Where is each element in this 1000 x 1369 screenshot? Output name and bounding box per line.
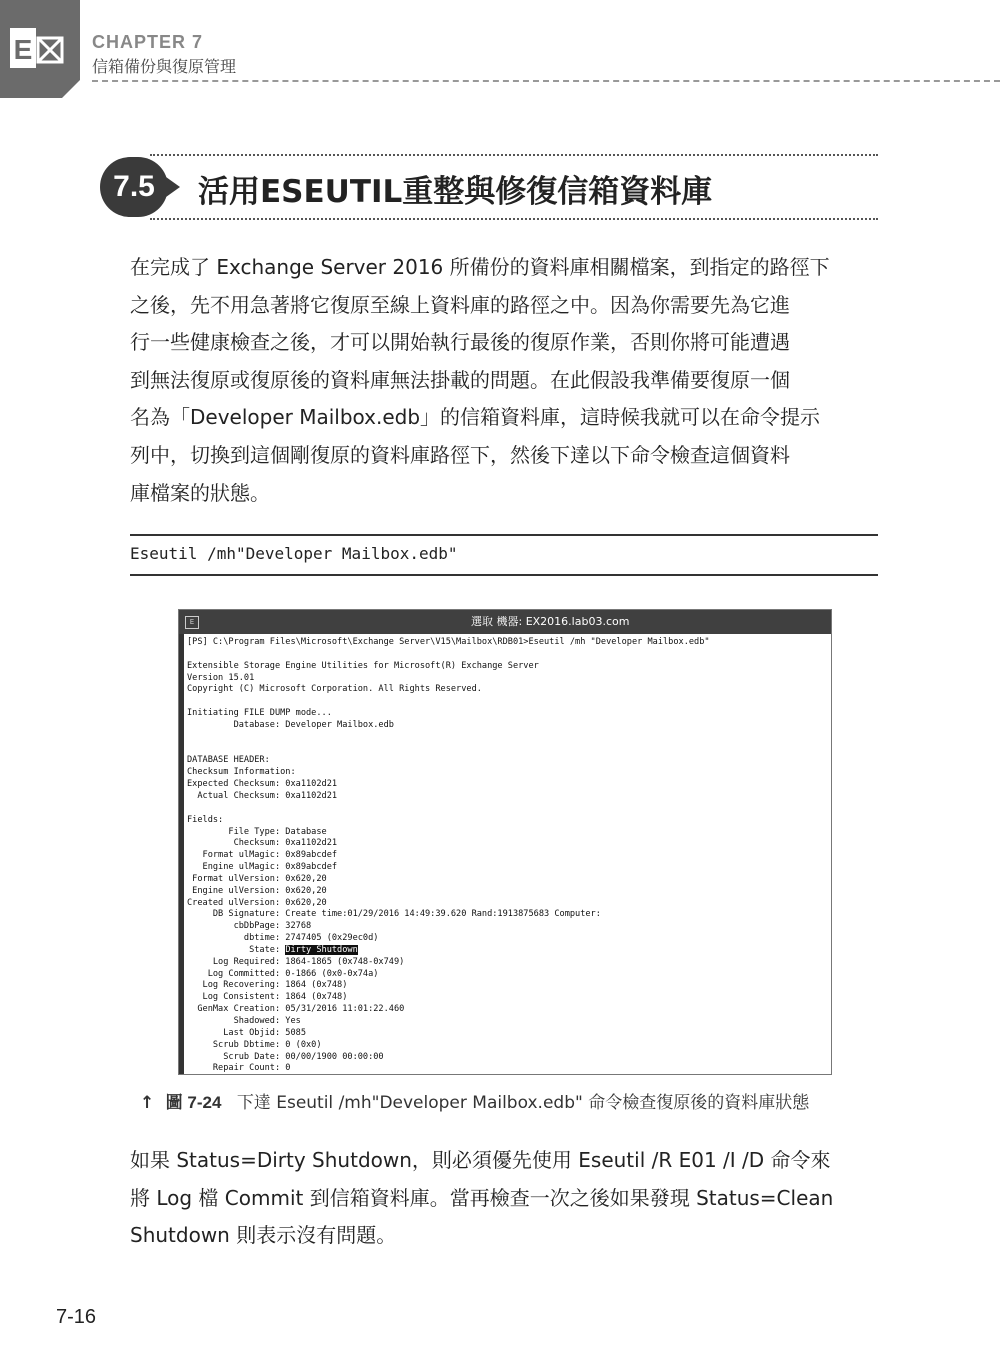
- section-rule-bottom: [150, 218, 878, 220]
- section-arrow-icon: [166, 177, 180, 197]
- intro-line: 庫檔案的狀態。: [130, 480, 270, 505]
- caption-arrow-icon: ↑: [140, 1093, 155, 1113]
- page-number: 7-16: [56, 1306, 97, 1328]
- console-line: Checksum Information:: [187, 767, 296, 778]
- figure-caption: [140, 1088, 809, 1113]
- console-line: Engine ulVersion: 0x620,20: [187, 885, 327, 896]
- figure-label: 圖 7-24: [165, 1093, 222, 1112]
- console-line: Log Committed: 0-1866 (0x0-0x74a): [187, 968, 379, 979]
- console-output: [187, 637, 827, 1075]
- console-line: [187, 696, 827, 708]
- console-line: Shadowed: Yes: [187, 1016, 301, 1026]
- intro-line: 在完成了 Exchange Server 2016 所備份的資料庫相關檔案，到指定的路徑下: [130, 255, 830, 279]
- console-line: Scrub Date: 00/00/1900 00:00:00: [187, 1051, 384, 1062]
- console-line: Actual Checksum: 0xa1102d21: [187, 790, 338, 801]
- outro-line: 如果 Status=Dirty Shutdown，則必須優先使用 Eseutil /R E01 /I /D 命令來: [130, 1148, 831, 1172]
- console-line: Engine ulMagic: 0x89abcdef: [187, 862, 338, 873]
- console-line: Database: Developer Mailbox.edb: [187, 719, 394, 730]
- console-line: Last Objid: 5085: [187, 1027, 306, 1038]
- console-line: Initiating FILE DUMP mode...: [187, 708, 332, 719]
- console-line: dbtime: 2747405 (0x29ec0d): [187, 933, 379, 944]
- console-line: [PS] C:\Program Files\Microsoft\Exchange Server\V15\Mailbox\RDB01>Eseutil /mh "Developer Mailbox.edb": [187, 637, 710, 647]
- console-line: Format ulVersion: 0x620,20: [187, 873, 327, 884]
- console-line: Expected Checksum: 0xa1102d21: [187, 779, 338, 790]
- console-line: Fields:: [187, 814, 224, 825]
- console-line: File Type: Database: [187, 826, 327, 837]
- console-line: Format ulMagic: 0x89abcdef: [187, 850, 338, 861]
- intro-line: 列中，切換到這個剛復原的資料庫路徑下，然後下達以下命令檢查這個資料: [130, 442, 790, 467]
- svg-text:E: E: [13, 34, 33, 65]
- console-line: DB Signature: Create time:01/29/2016 14:49:39.620 Rand:1913875683 Computer:: [187, 909, 601, 920]
- intro-line: 名為「Developer Mailbox.edb」的信箱資料庫，這時候我就可以在命令提示: [130, 405, 821, 430]
- console-line: [187, 732, 827, 744]
- state-highlight: Dirty Shutdown: [285, 944, 358, 955]
- console-line: State: Dirty Shutdown: [187, 944, 358, 955]
- outro-line: 將 Log 檔 Commit 到信箱資料庫。當再檢查一次之後如果發現 Status=Clean: [130, 1185, 834, 1210]
- console-line: Extensible Storage Engine Utilities for Microsoft(R) Exchange Server: [187, 660, 539, 671]
- intro-line: 到無法復原或復原後的資料庫無法掛載的問題。在此假設我準備要復原一個: [130, 367, 790, 392]
- code-rule-bottom: [130, 574, 878, 576]
- header-divider: [92, 80, 1000, 82]
- console-line: GenMax Creation: 05/31/2016 11:01:22.460: [187, 1004, 405, 1015]
- chapter-label: CHAPTER 7: [92, 32, 204, 52]
- console-line: Log Recovering: 1864 (0x748): [187, 980, 348, 991]
- console-line: [187, 803, 827, 815]
- console-title: 選取 機器: EX2016.lab03.com: [471, 615, 630, 628]
- console-window-icon: E: [185, 616, 199, 629]
- console-line: DATABASE HEADER:: [187, 755, 270, 766]
- intro-paragraph: [130, 249, 890, 512]
- section-title: 活用ESEUTIL重整與修復信箱資料庫: [198, 174, 713, 210]
- outro-line: Shutdown 則表示沒有問題。: [130, 1223, 397, 1248]
- code-rule-top: [130, 534, 878, 536]
- console-titlebar: [179, 610, 831, 634]
- code-command: Eseutil /mh"Developer Mailbox.edb": [130, 544, 458, 563]
- console-line: [187, 744, 827, 756]
- console-screenshot: [178, 609, 832, 1075]
- console-line: Log Consistent: 1864 (0x748): [187, 992, 348, 1003]
- caption-text: 下達 Eseutil /mh"Developer Mailbox.edb" 命令檢查復原後的資料庫狀態: [236, 1093, 810, 1113]
- console-line: Created ulVersion: 0x620,20: [187, 897, 327, 908]
- console-line: Log Required: 1864-1865 (0x748-0x749): [187, 956, 405, 967]
- outro-paragraph: [130, 1142, 890, 1255]
- intro-line: 之後，先不用急著將它復原至線上資料庫的路徑之中。因為你需要先為它進: [130, 292, 790, 317]
- console-line: Copyright (C) Microsoft Corporation. All Rights Reserved.: [187, 684, 482, 695]
- chapter-title: 信箱備份與復原管理: [92, 57, 237, 76]
- section-rule-top: [150, 154, 878, 156]
- console-line: Checksum: 0xa1102d21: [187, 838, 338, 849]
- console-line: cbDbPage: 32768: [187, 921, 312, 932]
- console-scroll-edge: [179, 634, 184, 1074]
- exchange-logo-corner: [0, 0, 80, 98]
- console-line: Scrub Dbtime: 0 (0x0): [187, 1039, 322, 1050]
- intro-line: 行一些健康檢查之後，才可以開始執行最後的復原作業，否則你將可能遭遇: [130, 330, 790, 355]
- console-line: Version 15.01: [187, 672, 255, 683]
- console-line: Repair Count: 0: [187, 1063, 291, 1074]
- section-number-badge: 7.5: [100, 157, 168, 217]
- console-line: [187, 649, 827, 661]
